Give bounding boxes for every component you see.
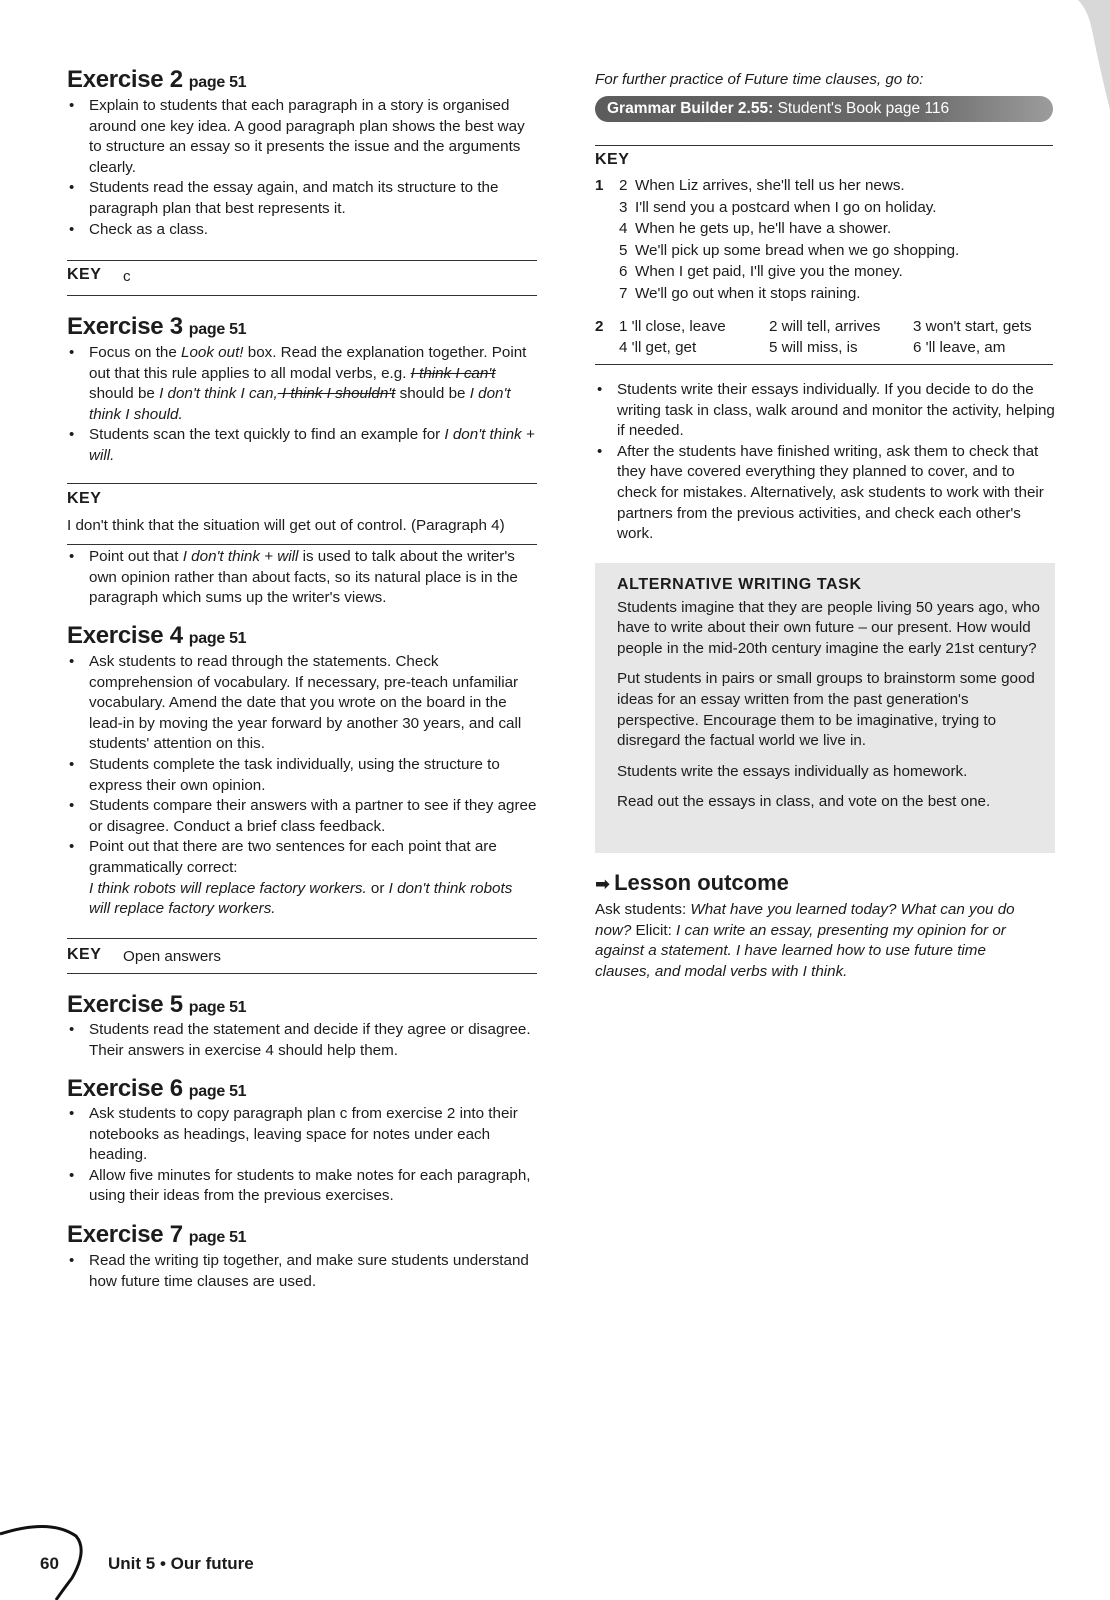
alternative-writing-task-box	[595, 563, 1055, 853]
key-2-number: 2	[595, 318, 604, 335]
exercise-4-heading: Exercise 4 page 51	[67, 622, 247, 649]
list-item: • Students scan the text quickly to find an example for I don't think + will.	[67, 425, 537, 466]
divider	[67, 483, 537, 484]
divider	[67, 295, 537, 296]
table-row: 1 2 When Liz arrives, she'll tell us her news.	[595, 177, 905, 194]
table-row: 7 We'll go out when it stops raining.	[619, 284, 861, 302]
table-row: 4 When he gets up, he'll have a shower.	[619, 220, 892, 238]
key-answers-1	[595, 175, 1055, 305]
list-item: • Students write their essays individually. If you decide to do the writing task in class, walk around and monitor the activity, helping if needed.	[595, 380, 1055, 442]
lesson-outcome-heading: ➡ Lesson outcome	[595, 870, 789, 895]
table-row: 3 I'll send you a postcard when I go on holiday.	[619, 198, 937, 216]
table-cell: 2 will tell, arrives	[769, 318, 881, 335]
table-cell: 5 will miss, is	[769, 339, 858, 356]
divider	[67, 973, 537, 974]
list-item: • Read the writing tip together, and make sure students understand how future time clauses are used.	[67, 1251, 537, 1292]
list-item: • Students read the statement and decide if they agree or disagree. Their answers in exercise 4 should help them.	[67, 1020, 537, 1061]
list-item: • Ask students to read through the statements. Check comprehension of vocabulary. If necessary, pre-teach unfamiliar vocabulary. Amend the date that you wrote on the board in the lead-in by moving the year forward by another 30 years, and call students' attention on this.	[67, 652, 537, 755]
exercise-4-bullets	[67, 652, 537, 920]
divider	[595, 145, 1053, 146]
alt-task-heading: ALTERNATIVE WRITING TASK	[617, 576, 862, 593]
exercise-2-heading: Exercise 2 page 51	[67, 66, 247, 93]
exercise-7-heading: Exercise 7 page 51	[67, 1221, 247, 1248]
key-label: KEY	[67, 266, 102, 283]
key-label: KEY	[67, 946, 102, 963]
divider	[67, 544, 537, 545]
exercise-3-heading: Exercise 3 page 51	[67, 313, 247, 340]
table-cell: 6 'll leave, am	[913, 339, 1006, 356]
key-label: KEY	[595, 151, 630, 168]
table-cell: 1 'll close, leave	[619, 318, 726, 335]
list-item: • After the students have finished writing, ask them to check that they have covered everything they planned to cover, and to check for mistakes. Alternatively, ask students to work with their partners from the previous activities, and check each other's work.	[595, 442, 1055, 545]
list-item: • Point out that there are two sentences for each point that are grammatically correct: I think robots will replace factory workers. or I don't think robots will replace factory workers.	[67, 837, 537, 919]
list-item: • Students read the essay again, and match its structure to the paragraph plan that best represents it.	[67, 178, 537, 219]
list-item: • Students complete the task individually, using the structure to express their own opinion.	[67, 755, 537, 796]
table-row: 5 We'll pick up some bread when we go shopping.	[619, 241, 960, 259]
exercise-5-heading: Exercise 5 page 51	[67, 991, 247, 1018]
exercise-2-bullets	[67, 96, 537, 240]
list-item: • Allow five minutes for students to make notes for each paragraph, using their ideas from the previous exercises.	[67, 1166, 537, 1207]
exercise-7-bullets	[67, 1251, 537, 1292]
table-cell: 4 'll get, get	[619, 339, 697, 356]
page-number-arc-icon	[0, 1500, 110, 1600]
list-item: • Explain to students that each paragraph in a story is organised around one key idea. A good paragraph plan shows the best way to structure an essay so it presents the issue and the arguments clearly.	[67, 96, 537, 178]
exercise-3-note	[67, 547, 537, 609]
key-answer: c	[123, 268, 131, 285]
unit-title: Unit 5 • Our future	[108, 1554, 254, 1573]
list-item: • Ask students to copy paragraph plan c from exercise 2 into their notebooks as headings, leaving space for notes under each heading.	[67, 1104, 537, 1166]
grammar-builder-banner: Grammar Builder 2.55: Student's Book page 116	[595, 96, 1053, 122]
alt-task-paragraph: Put students in pairs or small groups to brainstorm some good ideas for an essay written from the past generation's perspective. Encourage them to be imaginative, trying to disregard the factual world we live in.	[617, 670, 1035, 750]
lesson-outcome-text: Ask students: What have you learned today? What can you do now? Elicit: I can write an essay, presenting my opinion for or against a statement. I have learned how to use future time clauses, and modal verbs with I think.	[595, 901, 1015, 980]
table-cell: 3 won't start, gets	[913, 318, 1032, 335]
divider	[67, 938, 537, 939]
page-edge-shadow	[1070, 0, 1110, 110]
list-item: • Students compare their answers with a partner to see if they agree or disagree. Conduct a brief class feedback.	[67, 796, 537, 837]
key-label: KEY	[67, 490, 102, 507]
table-row: 6 When I get paid, I'll give you the money.	[619, 263, 903, 281]
key-answer: I don't think that the situation will get out of control. (Paragraph 4)	[67, 517, 505, 534]
divider	[595, 364, 1053, 365]
divider	[67, 260, 537, 261]
writing-bullets	[595, 380, 1055, 545]
alt-task-paragraph: Read out the essays in class, and vote on the best one.	[617, 793, 991, 811]
list-item: • Point out that I don't think + will is used to talk about the writer's own opinion rather than about facts, so its natural place is in the paragraph which sums up the writer's views.	[67, 547, 537, 609]
list-item: • Check as a class.	[67, 220, 537, 241]
list-item: • Focus on the Look out! box. Read the explanation together. Point out that this rule applies to all modal verbs, e.g. I think I can't should be I don't think I can, I think I shouldn't should be I don't think I should.	[67, 343, 537, 425]
further-practice-note: For further practice of Future time clauses, go to:	[595, 71, 924, 88]
exercise-6-bullets	[67, 1104, 537, 1207]
arrow-icon: ➡	[595, 874, 611, 894]
alt-task-paragraph: Students write the essays individually as homework.	[617, 762, 968, 780]
key-answer: Open answers	[123, 948, 221, 965]
page-number: 60	[40, 1554, 59, 1573]
exercise-5-bullets	[67, 1020, 537, 1061]
exercise-6-heading: Exercise 6 page 51	[67, 1075, 247, 1102]
alt-task-paragraph: Students imagine that they are people living 50 years ago, who have to write about their own future – our present. How would people in the mid-20th century imagine the early 21st century?	[617, 598, 1040, 657]
exercise-3-bullets	[67, 343, 537, 467]
